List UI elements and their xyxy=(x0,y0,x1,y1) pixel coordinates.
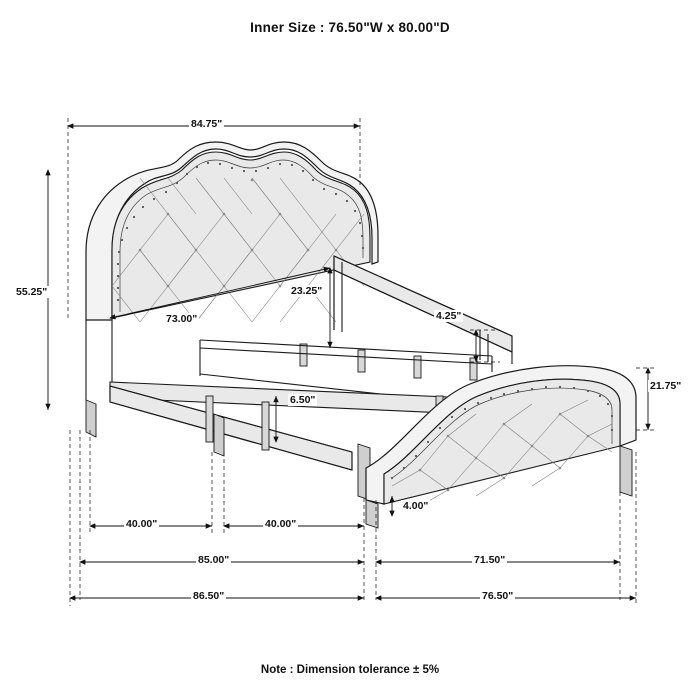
dimension-rail-thickness: 4.25" xyxy=(436,310,462,322)
dimension-footboard-clearance: 4.00" xyxy=(403,500,429,512)
dimension-footboard-width: 71.50" xyxy=(474,554,506,566)
dimension-overall-width: 76.50" xyxy=(482,590,514,602)
dimension-deck-to-top-rail: 23.25" xyxy=(291,285,323,297)
dimension-slat-height: 6.50" xyxy=(290,394,316,406)
dimension-footboard-height: 21.75" xyxy=(650,380,682,392)
dimension-left-half-length: 40.00" xyxy=(126,518,158,530)
dimension-right-half-length: 40.00" xyxy=(265,518,297,530)
dimension-headboard-inner-width: 73.00" xyxy=(166,313,198,325)
page-title: Inner Size : 76.50"W x 80.00"D xyxy=(250,20,450,35)
dimension-overall-height: 55.25" xyxy=(16,286,48,298)
tolerance-note: Note : Dimension tolerance ± 5% xyxy=(260,664,440,676)
dimension-overall-length: 86.50" xyxy=(193,590,225,602)
dimension-side-rail-length: 85.00" xyxy=(198,554,230,566)
dimension-headboard-width: 84.75" xyxy=(191,118,223,130)
